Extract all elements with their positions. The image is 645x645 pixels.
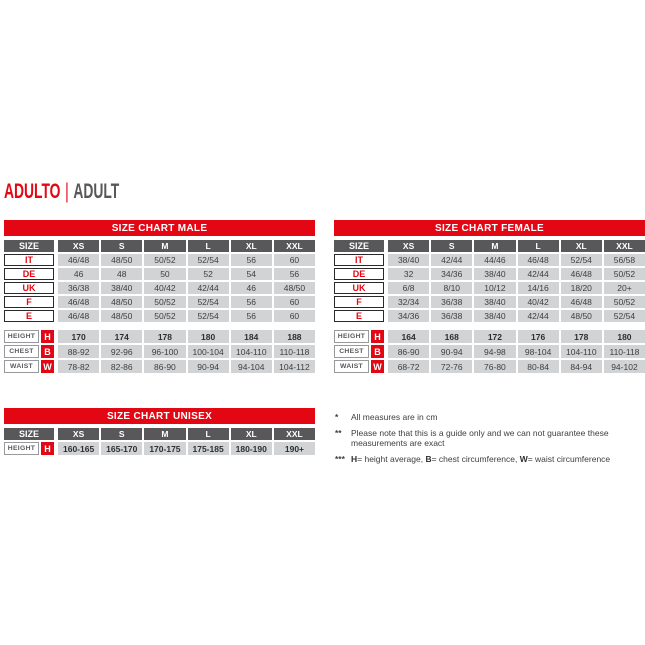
size-values xyxy=(388,310,645,322)
measure-value-cell: 170-175 xyxy=(144,442,185,455)
measure-key-badge: H xyxy=(371,330,384,343)
size-value-cell: 42/44 xyxy=(518,268,559,280)
column-header-m: M xyxy=(144,428,185,440)
measure-value-cell: 180 xyxy=(188,330,229,343)
size-value-cell: 54 xyxy=(231,268,272,280)
measure-key-badge: H xyxy=(41,442,54,455)
size-value-cell: 52/54 xyxy=(604,310,645,322)
size-value-cell: 14/16 xyxy=(518,282,559,294)
size-value-cell: 50/52 xyxy=(604,296,645,308)
column-header-row xyxy=(4,428,315,440)
measure-label: HEIGHT xyxy=(4,442,39,455)
size-value-cell: 20+ xyxy=(604,282,645,294)
size-value-cell: 8/10 xyxy=(431,282,472,294)
measure-value-cell: 170 xyxy=(58,330,99,343)
size-value-cell: 46/48 xyxy=(58,310,99,322)
size-value-cell: 40/42 xyxy=(144,282,185,294)
size-value-cell: 52/54 xyxy=(188,310,229,322)
measure-value-cell: 76-80 xyxy=(474,360,515,373)
size-value-cell: 38/40 xyxy=(474,268,515,280)
measure-value-cell: 68-72 xyxy=(388,360,429,373)
size-row-de xyxy=(334,268,645,280)
measure-value-cell: 104-112 xyxy=(274,360,315,373)
column-header-xs: XS xyxy=(58,428,99,440)
measure-label-group xyxy=(4,360,54,373)
footnote-item xyxy=(335,428,641,448)
size-value-cell: 38/40 xyxy=(101,282,142,294)
size-value-cell: 46 xyxy=(231,282,272,294)
measure-values xyxy=(388,345,645,358)
size-value-cell: 36/38 xyxy=(58,282,99,294)
size-system-label: IT xyxy=(334,254,384,266)
size-value-cell: 56/58 xyxy=(604,254,645,266)
measure-value-cell: 86-90 xyxy=(144,360,185,373)
size-values xyxy=(388,254,645,266)
size-value-cell: 60 xyxy=(274,254,315,266)
measure-value-cell: 86-90 xyxy=(388,345,429,358)
measure-label-group xyxy=(334,345,384,358)
size-value-cell: 56 xyxy=(231,310,272,322)
size-values xyxy=(388,296,645,308)
size-value-cell: 46/48 xyxy=(561,296,602,308)
footnote-item xyxy=(335,412,641,422)
size-value-cell: 40/42 xyxy=(518,296,559,308)
measure-value-cell: 94-104 xyxy=(231,360,272,373)
size-value-cell: 48/50 xyxy=(101,254,142,266)
size-row-f xyxy=(4,296,315,308)
column-header-s: S xyxy=(431,240,472,252)
measure-value-cell: 164 xyxy=(388,330,429,343)
size-value-cell: 52/54 xyxy=(561,254,602,266)
size-value-cell: 48/50 xyxy=(274,282,315,294)
measure-value-cell: 104-110 xyxy=(231,345,272,358)
measure-row-height xyxy=(4,442,315,455)
measure-value-cell: 180 xyxy=(604,330,645,343)
measure-value-cell: 98-104 xyxy=(518,345,559,358)
column-header-row xyxy=(4,240,315,252)
size-chart-female-table xyxy=(334,220,645,373)
size-column-header: SIZE xyxy=(4,240,54,252)
measure-value-cell: 94-98 xyxy=(474,345,515,358)
measure-label: CHEST xyxy=(4,345,39,358)
measure-row-waist xyxy=(334,360,645,373)
measure-value-cell: 90-94 xyxy=(188,360,229,373)
size-value-cell: 18/20 xyxy=(561,282,602,294)
column-header-s: S xyxy=(101,240,142,252)
table-title: SIZE CHART MALE xyxy=(4,220,315,236)
size-value-cell: 38/40 xyxy=(474,296,515,308)
size-value-cell: 46/48 xyxy=(518,254,559,266)
measure-values xyxy=(58,442,315,455)
size-chart-unisex-table xyxy=(4,408,315,455)
measure-value-cell: 80-84 xyxy=(518,360,559,373)
measure-value-cell: 110-118 xyxy=(604,345,645,358)
column-header-xl: XL xyxy=(561,240,602,252)
table-title: SIZE CHART UNISEX xyxy=(4,408,315,424)
size-value-cell: 56 xyxy=(274,268,315,280)
measure-value-cell: 188 xyxy=(274,330,315,343)
size-system-label: E xyxy=(334,310,384,322)
size-system-label: F xyxy=(334,296,384,308)
column-headers xyxy=(388,240,645,252)
footnote-marker: ** xyxy=(335,428,342,438)
size-value-cell: 44/46 xyxy=(474,254,515,266)
measure-row-height xyxy=(4,330,315,343)
measure-value-cell: 184 xyxy=(231,330,272,343)
measure-value-cell: 168 xyxy=(431,330,472,343)
size-value-cell: 48/50 xyxy=(561,310,602,322)
measure-label-group xyxy=(4,345,54,358)
measure-value-cell: 176 xyxy=(518,330,559,343)
size-row-f xyxy=(334,296,645,308)
measure-value-cell: 165-170 xyxy=(101,442,142,455)
measure-value-cell: 92-96 xyxy=(101,345,142,358)
size-value-cell: 48/50 xyxy=(101,310,142,322)
measure-value-cell: 172 xyxy=(474,330,515,343)
size-system-label: UK xyxy=(4,282,54,294)
measure-label: CHEST xyxy=(334,345,369,358)
size-row-uk xyxy=(334,282,645,294)
size-value-cell: 10/12 xyxy=(474,282,515,294)
size-value-cell: 50 xyxy=(144,268,185,280)
size-row-it xyxy=(4,254,315,266)
footnote-item xyxy=(335,454,641,464)
measure-key-badge: B xyxy=(41,345,54,358)
size-system-label: DE xyxy=(334,268,384,280)
measure-value-cell: 100-104 xyxy=(188,345,229,358)
column-header-xxl: XXL xyxy=(604,240,645,252)
measure-value-cell: 110-118 xyxy=(274,345,315,358)
column-header-xxl: XXL xyxy=(274,240,315,252)
column-header-xs: XS xyxy=(58,240,99,252)
size-value-cell: 48/50 xyxy=(101,296,142,308)
measure-value-cell: 180-190 xyxy=(231,442,272,455)
column-header-m: M xyxy=(474,240,515,252)
size-row-e xyxy=(334,310,645,322)
measure-value-cell: 178 xyxy=(144,330,185,343)
size-value-cell: 50/52 xyxy=(144,296,185,308)
measure-label: HEIGHT xyxy=(4,330,39,343)
column-header-xl: XL xyxy=(231,428,272,440)
size-column-header: SIZE xyxy=(4,428,54,440)
measure-value-cell: 190+ xyxy=(274,442,315,455)
measure-row-chest xyxy=(334,345,645,358)
measurement-rows xyxy=(334,330,645,373)
size-value-cell: 56 xyxy=(231,296,272,308)
column-headers xyxy=(58,240,315,252)
size-value-cell: 36/38 xyxy=(431,310,472,322)
column-header-l: L xyxy=(188,240,229,252)
page-title-secondary: ADULT xyxy=(73,180,120,203)
measure-label: HEIGHT xyxy=(334,330,369,343)
size-values xyxy=(388,268,645,280)
measure-value-cell: 96-100 xyxy=(144,345,185,358)
measure-value-cell: 90-94 xyxy=(431,345,472,358)
measure-value-cell: 178 xyxy=(561,330,602,343)
measure-value-cell: 174 xyxy=(101,330,142,343)
footnote-text: H= height average, B= chest circumference, W= waist circumference xyxy=(351,454,611,464)
size-values xyxy=(58,310,315,322)
size-value-cell: 60 xyxy=(274,296,315,308)
measure-value-cell: 84-94 xyxy=(561,360,602,373)
column-header-l: L xyxy=(188,428,229,440)
column-headers xyxy=(58,428,315,440)
measurement-rows xyxy=(4,442,315,455)
size-system-label: DE xyxy=(4,268,54,280)
size-value-cell: 60 xyxy=(274,310,315,322)
measure-value-cell: 175-185 xyxy=(188,442,229,455)
measure-label-group xyxy=(334,360,384,373)
size-value-cell: 38/40 xyxy=(388,254,429,266)
size-value-cell: 56 xyxy=(231,254,272,266)
size-values xyxy=(58,282,315,294)
size-values xyxy=(58,296,315,308)
size-system-label: UK xyxy=(334,282,384,294)
size-row-uk xyxy=(4,282,315,294)
size-values xyxy=(58,254,315,266)
page-title xyxy=(4,181,119,202)
table-title: SIZE CHART FEMALE xyxy=(334,220,645,236)
size-system-label: IT xyxy=(4,254,54,266)
measure-label: WAIST xyxy=(4,360,39,373)
size-value-cell: 52/54 xyxy=(188,254,229,266)
measure-values xyxy=(58,360,315,373)
size-row-de xyxy=(4,268,315,280)
measure-values xyxy=(58,330,315,343)
measure-key-badge: W xyxy=(41,360,54,373)
measure-row-waist xyxy=(4,360,315,373)
size-value-cell: 34/36 xyxy=(388,310,429,322)
column-header-row xyxy=(334,240,645,252)
size-values xyxy=(388,282,645,294)
column-header-l: L xyxy=(518,240,559,252)
size-chart-male-table xyxy=(4,220,315,373)
column-header-xxl: XXL xyxy=(274,428,315,440)
size-value-cell: 48 xyxy=(101,268,142,280)
footnote-text: All measures are in cm xyxy=(351,412,438,422)
page-title-separator: | xyxy=(65,180,69,203)
measure-values xyxy=(388,360,645,373)
size-system-label: E xyxy=(4,310,54,322)
size-value-cell: 46 xyxy=(58,268,99,280)
footnotes xyxy=(335,412,641,464)
size-value-cell: 46/48 xyxy=(58,296,99,308)
size-value-cell: 32/34 xyxy=(388,296,429,308)
size-row-e xyxy=(4,310,315,322)
measure-key-badge: B xyxy=(371,345,384,358)
size-column-header: SIZE xyxy=(334,240,384,252)
column-header-s: S xyxy=(101,428,142,440)
size-value-cell: 32 xyxy=(388,268,429,280)
measure-value-cell: 94-102 xyxy=(604,360,645,373)
footnote-marker: *** xyxy=(335,454,345,464)
size-value-cell: 36/38 xyxy=(431,296,472,308)
size-value-cell: 50/52 xyxy=(144,310,185,322)
measure-label-group xyxy=(4,442,54,455)
column-header-xl: XL xyxy=(231,240,272,252)
footnote-marker: * xyxy=(335,412,339,422)
page-title-primary: ADULTO xyxy=(4,180,61,203)
measure-row-height xyxy=(334,330,645,343)
measure-label: WAIST xyxy=(334,360,369,373)
measure-label-group xyxy=(4,330,54,343)
size-value-cell: 42/44 xyxy=(518,310,559,322)
size-value-cell: 42/44 xyxy=(431,254,472,266)
measure-value-cell: 82-86 xyxy=(101,360,142,373)
size-system-label: F xyxy=(4,296,54,308)
size-row-it xyxy=(334,254,645,266)
measure-key-badge: W xyxy=(371,360,384,373)
measure-value-cell: 72-76 xyxy=(431,360,472,373)
measure-value-cell: 88-92 xyxy=(58,345,99,358)
measure-values xyxy=(388,330,645,343)
size-value-cell: 38/40 xyxy=(474,310,515,322)
size-value-cell: 50/52 xyxy=(604,268,645,280)
size-value-cell: 46/48 xyxy=(561,268,602,280)
column-header-m: M xyxy=(144,240,185,252)
size-value-cell: 42/44 xyxy=(188,282,229,294)
measure-label-group xyxy=(334,330,384,343)
measure-values xyxy=(58,345,315,358)
measure-value-cell: 104-110 xyxy=(561,345,602,358)
measure-value-cell: 78-82 xyxy=(58,360,99,373)
measure-key-badge: H xyxy=(41,330,54,343)
size-value-cell: 52/54 xyxy=(188,296,229,308)
measure-row-chest xyxy=(4,345,315,358)
size-value-cell: 52 xyxy=(188,268,229,280)
column-header-xs: XS xyxy=(388,240,429,252)
size-value-cell: 6/8 xyxy=(388,282,429,294)
measure-value-cell: 160-165 xyxy=(58,442,99,455)
size-value-cell: 34/36 xyxy=(431,268,472,280)
measurement-rows xyxy=(4,330,315,373)
footnote-text: Please note that this is a guide only and we can not guarantee these measurements are exact xyxy=(351,428,609,448)
size-value-cell: 46/48 xyxy=(58,254,99,266)
size-values xyxy=(58,268,315,280)
size-value-cell: 50/52 xyxy=(144,254,185,266)
